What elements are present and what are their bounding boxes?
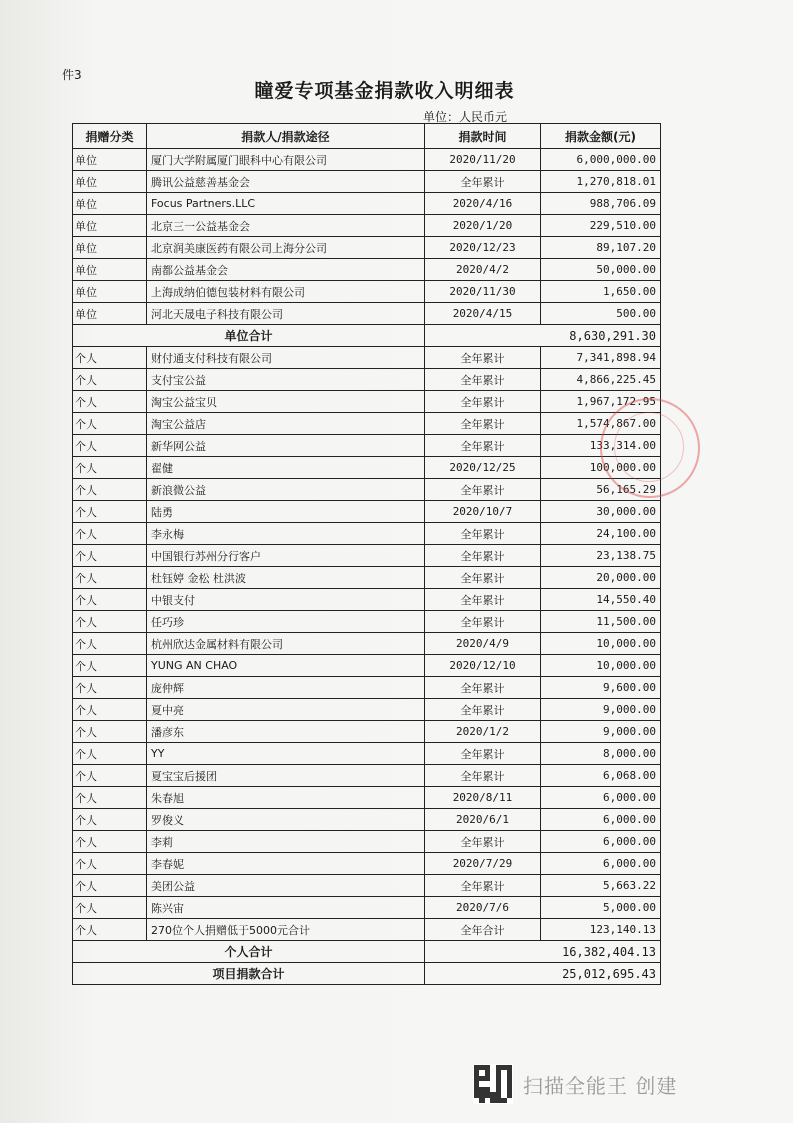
grand-total-amount: 25,012,695.43 xyxy=(425,963,661,985)
row-category: 个人 xyxy=(73,721,147,743)
row-donor: 支付宝公益 xyxy=(147,369,425,391)
row-donor: YUNG AN CHAO xyxy=(147,655,425,677)
row-category: 个人 xyxy=(73,413,147,435)
row-amount: 500.00 xyxy=(541,303,661,325)
row-time: 2020/12/23 xyxy=(425,237,541,259)
row-category: 个人 xyxy=(73,391,147,413)
attachment-label: 件3 xyxy=(62,68,82,82)
table-row xyxy=(73,853,661,875)
row-time: 全年累计 xyxy=(425,369,541,391)
table-row xyxy=(73,589,661,611)
row-time: 2020/12/25 xyxy=(425,457,541,479)
row-category: 个人 xyxy=(73,633,147,655)
row-time: 全年累计 xyxy=(425,479,541,501)
row-amount: 6,000.00 xyxy=(541,787,661,809)
row-time: 2020/4/16 xyxy=(425,193,541,215)
row-category: 个人 xyxy=(73,919,147,941)
table-row xyxy=(73,215,661,237)
table-row xyxy=(73,457,661,479)
row-donor: 北京润美康医药有限公司上海分公司 xyxy=(147,237,425,259)
row-category: 单位 xyxy=(73,215,147,237)
row-amount: 988,706.09 xyxy=(541,193,661,215)
row-time: 2020/4/15 xyxy=(425,303,541,325)
row-time: 2020/12/10 xyxy=(425,655,541,677)
table-row xyxy=(73,193,661,215)
table-row xyxy=(73,809,661,831)
row-time: 2020/1/20 xyxy=(425,215,541,237)
row-donor: 李永梅 xyxy=(147,523,425,545)
row-category: 个人 xyxy=(73,369,147,391)
row-amount: 5,663.22 xyxy=(541,875,661,897)
row-category: 单位 xyxy=(73,303,147,325)
table-row xyxy=(73,435,661,457)
row-donor: 李莉 xyxy=(147,831,425,853)
row-amount: 1,270,818.01 xyxy=(541,171,661,193)
row-time: 2020/4/2 xyxy=(425,259,541,281)
row-amount: 10,000.00 xyxy=(541,633,661,655)
row-category: 个人 xyxy=(73,347,147,369)
row-amount: 229,510.00 xyxy=(541,215,661,237)
table-row xyxy=(73,303,661,325)
row-donor: 淘宝公益宝贝 xyxy=(147,391,425,413)
header-category: 捐赠分类 xyxy=(73,124,147,149)
row-time: 全年累计 xyxy=(425,677,541,699)
table-row xyxy=(73,655,661,677)
row-amount: 24,100.00 xyxy=(541,523,661,545)
table-row xyxy=(73,281,661,303)
row-amount: 8,000.00 xyxy=(541,743,661,765)
row-time: 2020/1/2 xyxy=(425,721,541,743)
row-category: 个人 xyxy=(73,831,147,853)
row-amount: 6,000.00 xyxy=(541,831,661,853)
row-donor: Focus Partners.LLC xyxy=(147,193,425,215)
table-row xyxy=(73,567,661,589)
row-donor: 270位个人捐赠低于5000元合计 xyxy=(147,919,425,941)
red-seal-stamp xyxy=(600,398,700,498)
header-amount: 捐款金额(元) xyxy=(541,124,661,149)
table-row xyxy=(73,633,661,655)
row-donor: 庞仲辉 xyxy=(147,677,425,699)
table-row xyxy=(73,391,661,413)
row-category: 个人 xyxy=(73,765,147,787)
row-time: 2020/11/20 xyxy=(425,149,541,171)
row-category: 个人 xyxy=(73,677,147,699)
row-amount: 6,068.00 xyxy=(541,765,661,787)
row-time: 全年累计 xyxy=(425,391,541,413)
row-category: 个人 xyxy=(73,589,147,611)
row-time: 2020/11/30 xyxy=(425,281,541,303)
row-amount: 1,967,172.95 xyxy=(541,391,661,413)
row-category: 个人 xyxy=(73,567,147,589)
row-amount: 1,650.00 xyxy=(541,281,661,303)
table-row xyxy=(73,831,661,853)
grand-total-row xyxy=(73,963,661,985)
row-donor: 新浪微公益 xyxy=(147,479,425,501)
row-amount: 9,000.00 xyxy=(541,699,661,721)
row-time: 2020/4/9 xyxy=(425,633,541,655)
row-donor: 潘彦东 xyxy=(147,721,425,743)
org-subtotal-row xyxy=(73,325,661,347)
row-amount: 6,000.00 xyxy=(541,853,661,875)
row-category: 个人 xyxy=(73,655,147,677)
row-time: 全年累计 xyxy=(425,765,541,787)
row-donor: 杜钰婷 金松 杜洪波 xyxy=(147,567,425,589)
row-donor: 陆勇 xyxy=(147,501,425,523)
row-donor: 腾讯公益慈善基金会 xyxy=(147,171,425,193)
table-header-row xyxy=(73,124,661,149)
row-donor: 翟健 xyxy=(147,457,425,479)
row-category: 个人 xyxy=(73,853,147,875)
table-row xyxy=(73,743,661,765)
row-category: 单位 xyxy=(73,281,147,303)
row-amount: 56,165.29 xyxy=(541,479,661,501)
row-amount: 89,107.20 xyxy=(541,237,661,259)
row-time: 全年累计 xyxy=(425,611,541,633)
row-category: 单位 xyxy=(73,237,147,259)
scanner-watermark xyxy=(473,1064,677,1104)
row-donor: 任巧珍 xyxy=(147,611,425,633)
row-amount: 9,000.00 xyxy=(541,721,661,743)
row-category: 个人 xyxy=(73,479,147,501)
table-row xyxy=(73,897,661,919)
row-donor: 河北天晟电子科技有限公司 xyxy=(147,303,425,325)
table-row xyxy=(73,347,661,369)
table-row xyxy=(73,149,661,171)
table-row xyxy=(73,479,661,501)
row-time: 全年累计 xyxy=(425,875,541,897)
row-amount: 14,550.40 xyxy=(541,589,661,611)
row-category: 单位 xyxy=(73,171,147,193)
table-row xyxy=(73,721,661,743)
row-category: 个人 xyxy=(73,611,147,633)
org-subtotal-amount: 8,630,291.30 xyxy=(425,325,661,347)
row-category: 个人 xyxy=(73,743,147,765)
currency-unit-label: 单位：人民币元 xyxy=(423,110,508,124)
row-donor: 淘宝公益店 xyxy=(147,413,425,435)
row-donor: 杭州欣达金属材料有限公司 xyxy=(147,633,425,655)
row-donor: 夏中亮 xyxy=(147,699,425,721)
row-time: 2020/8/11 xyxy=(425,787,541,809)
row-amount: 9,600.00 xyxy=(541,677,661,699)
table-row xyxy=(73,611,661,633)
row-category: 个人 xyxy=(73,457,147,479)
row-time: 2020/7/29 xyxy=(425,853,541,875)
row-amount: 6,000.00 xyxy=(541,809,661,831)
row-category: 个人 xyxy=(73,809,147,831)
row-category: 单位 xyxy=(73,193,147,215)
row-donor: 中国银行苏州分行客户 xyxy=(147,545,425,567)
row-amount: 11,500.00 xyxy=(541,611,661,633)
row-donor: 财付通支付科技有限公司 xyxy=(147,347,425,369)
row-amount: 100,000.00 xyxy=(541,457,661,479)
row-amount: 10,000.00 xyxy=(541,655,661,677)
row-donor: YY xyxy=(147,743,425,765)
table-row xyxy=(73,699,661,721)
table-row xyxy=(73,919,661,941)
person-subtotal-label: 个人合计 xyxy=(73,941,425,963)
row-category: 个人 xyxy=(73,897,147,919)
row-amount: 23,138.75 xyxy=(541,545,661,567)
row-amount: 7,341,898.94 xyxy=(541,347,661,369)
table-row xyxy=(73,875,661,897)
row-time: 全年累计 xyxy=(425,545,541,567)
row-donor: 朱春旭 xyxy=(147,787,425,809)
org-subtotal-label: 单位合计 xyxy=(73,325,425,347)
row-donor: 厦门大学附属厦门眼科中心有限公司 xyxy=(147,149,425,171)
row-donor: 新华网公益 xyxy=(147,435,425,457)
row-donor: 陈兴宙 xyxy=(147,897,425,919)
row-amount: 30,000.00 xyxy=(541,501,661,523)
row-donor: 上海成纳伯德包装材料有限公司 xyxy=(147,281,425,303)
grand-total-label: 项目捐款合计 xyxy=(73,963,425,985)
qr-code-icon xyxy=(473,1064,513,1104)
row-donor: 南都公益基金会 xyxy=(147,259,425,281)
table-row xyxy=(73,787,661,809)
donation-table xyxy=(72,123,661,985)
table-row xyxy=(73,765,661,787)
row-amount: 20,000.00 xyxy=(541,567,661,589)
table-row xyxy=(73,413,661,435)
row-amount: 133,314.00 xyxy=(541,435,661,457)
row-donor: 李春妮 xyxy=(147,853,425,875)
row-time: 全年累计 xyxy=(425,523,541,545)
table-row xyxy=(73,369,661,391)
table-row xyxy=(73,259,661,281)
table-row xyxy=(73,501,661,523)
row-amount: 1,574,867.00 xyxy=(541,413,661,435)
row-category: 个人 xyxy=(73,545,147,567)
row-time: 全年累计 xyxy=(425,831,541,853)
row-time: 全年累计 xyxy=(425,171,541,193)
org-donations-body xyxy=(73,149,661,325)
row-time: 全年累计 xyxy=(425,589,541,611)
row-time: 全年合计 xyxy=(425,919,541,941)
row-amount: 6,000,000.00 xyxy=(541,149,661,171)
person-donations-body xyxy=(73,347,661,941)
person-subtotal-row xyxy=(73,941,661,963)
row-time: 全年累计 xyxy=(425,347,541,369)
watermark-text: 扫描全能王 创建 xyxy=(523,1073,678,1098)
table-row xyxy=(73,237,661,259)
row-donor: 美团公益 xyxy=(147,875,425,897)
row-amount: 4,866,225.45 xyxy=(541,369,661,391)
row-time: 全年累计 xyxy=(425,413,541,435)
row-category: 个人 xyxy=(73,523,147,545)
row-category: 个人 xyxy=(73,501,147,523)
table-row xyxy=(73,171,661,193)
row-amount: 5,000.00 xyxy=(541,897,661,919)
row-time: 全年累计 xyxy=(425,743,541,765)
row-category: 个人 xyxy=(73,875,147,897)
row-time: 全年累计 xyxy=(425,435,541,457)
row-time: 全年累计 xyxy=(425,567,541,589)
header-donor: 捐款人/捐款途径 xyxy=(147,124,425,149)
row-amount: 123,140.13 xyxy=(541,919,661,941)
row-category: 个人 xyxy=(73,787,147,809)
row-category: 个人 xyxy=(73,699,147,721)
row-donor: 罗俊义 xyxy=(147,809,425,831)
table-row xyxy=(73,545,661,567)
row-time: 2020/10/7 xyxy=(425,501,541,523)
person-subtotal-amount: 16,382,404.13 xyxy=(425,941,661,963)
row-donor: 夏宝宝后援团 xyxy=(147,765,425,787)
row-category: 单位 xyxy=(73,259,147,281)
row-category: 单位 xyxy=(73,149,147,171)
row-time: 2020/6/1 xyxy=(425,809,541,831)
header-time: 捐款时间 xyxy=(425,124,541,149)
row-time: 全年累计 xyxy=(425,699,541,721)
table-row xyxy=(73,677,661,699)
row-donor: 北京三一公益基金会 xyxy=(147,215,425,237)
row-donor: 中银支付 xyxy=(147,589,425,611)
row-amount: 50,000.00 xyxy=(541,259,661,281)
table-row xyxy=(73,523,661,545)
row-category: 个人 xyxy=(73,435,147,457)
row-time: 2020/7/6 xyxy=(425,897,541,919)
document-title: 瞳爱专项基金捐款收入明细表 xyxy=(254,80,515,102)
